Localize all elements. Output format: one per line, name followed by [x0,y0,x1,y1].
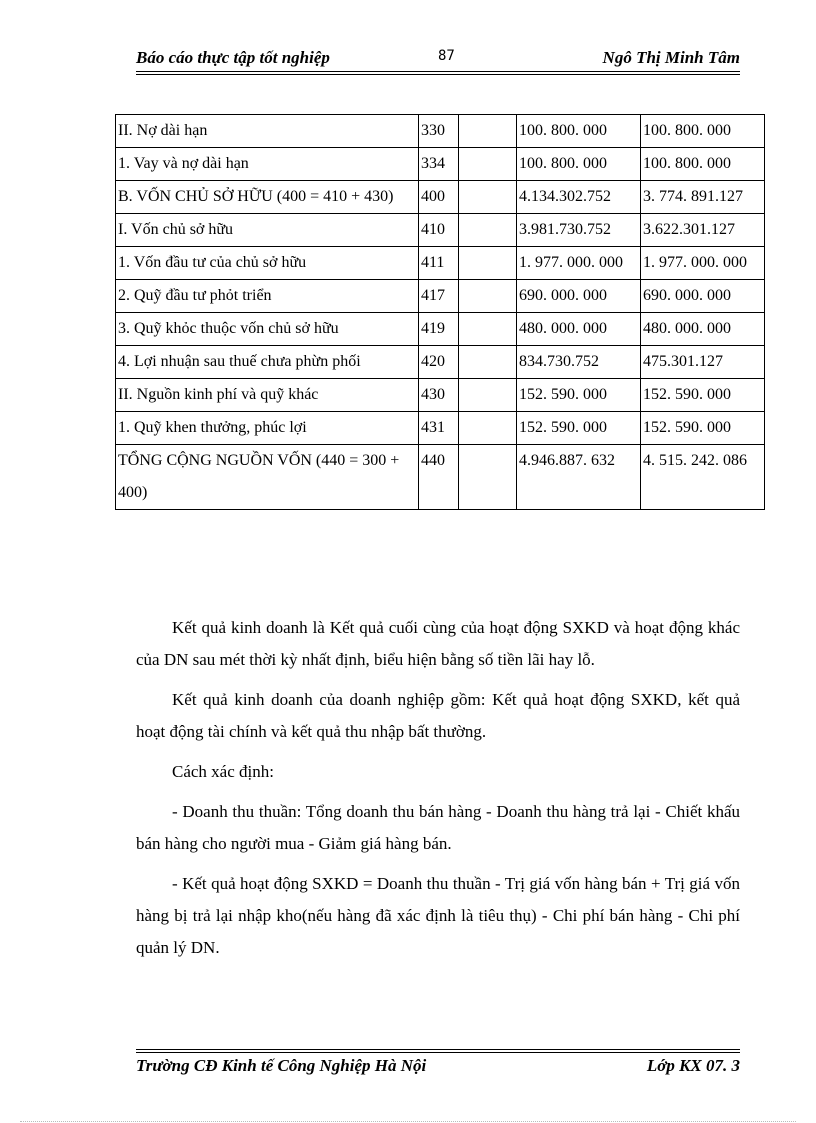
note-cell [459,346,517,379]
end-value-cell: 1. 977. 000. 000 [517,247,641,280]
end-value-cell: 480. 000. 000 [517,313,641,346]
table-row [116,115,765,148]
paragraph: - Doanh thu thuần: Tổng doanh thu bán hàng - Doanh thu hàng trả lại - Chiết khấu bán hàng cho người mua - Giảm giá hàng bán. [136,802,740,853]
header-report-title: Báo cáo thực tập tốt nghiệp [136,48,330,67]
code-cell: 417 [419,280,459,313]
begin-value-cell: 690. 000. 000 [641,280,765,313]
paragraph: - Kết quả hoạt động SXKD = Doanh thu thuần - Trị giá vốn hàng bán + Trị giá vốn hàng bị trả lại nhập kho(nếu hàng đã xác định là tiêu thụ) - Chi phí bán hàng - Chi phí quản lý DN. [136,874,740,957]
table-row [116,214,765,247]
page-footer [136,1056,740,1078]
table-row [116,247,765,280]
header-rule-bottom [136,74,740,75]
code-cell: 440 [419,445,459,510]
begin-value-cell: 480. 000. 000 [641,313,765,346]
paragraph: Kết quả kinh doanh của doanh nghiệp gồm: Kết quả hoạt động SXKD, kết quả hoạt động tài chính và kết quả thu nhập bất thường. [136,690,740,741]
code-cell: 411 [419,247,459,280]
begin-value-cell: 3.622.301.127 [641,214,765,247]
item-cell: 4. Lợi nhuận sau thuế chưa phừn phối [116,346,419,379]
table-row [116,313,765,346]
begin-value-cell: 475.301.127 [641,346,765,379]
note-cell [459,313,517,346]
note-cell [459,280,517,313]
code-cell: 430 [419,379,459,412]
end-value-cell: 100. 800. 000 [517,148,641,181]
end-value-cell: 4.946.887. 632 [517,445,641,510]
header-author: Ngô Thị Minh Tâm [602,48,740,67]
note-cell [459,115,517,148]
note-cell [459,214,517,247]
footer-rule-bottom [136,1052,740,1053]
code-cell: 419 [419,313,459,346]
balance-sheet-table [115,114,765,510]
code-cell: 330 [419,115,459,148]
end-value-cell: 152. 590. 000 [517,379,641,412]
item-cell: 1. Vốn đầu tư của chủ sở hữu [116,247,419,280]
begin-value-cell: 3. 774. 891.127 [641,181,765,214]
note-cell [459,379,517,412]
code-cell: 334 [419,148,459,181]
paragraph: Cách xác định: [172,762,274,781]
end-value-cell: 100. 800. 000 [517,115,641,148]
body-text [136,612,740,972]
item-cell: II. Nguồn kinh phí và quỹ khác [116,379,419,412]
note-cell [459,247,517,280]
item-cell: 1. Vay và nợ dài hạn [116,148,419,181]
note-cell [459,412,517,445]
begin-value-cell: 152. 590. 000 [641,412,765,445]
note-cell [459,445,517,510]
page-header [136,48,740,70]
table-row [116,280,765,313]
item-cell: II. Nợ dài hạn [116,115,419,148]
end-value-cell: 4.134.302.752 [517,181,641,214]
end-value-cell: 690. 000. 000 [517,280,641,313]
footer-class: Lớp KX 07. 3 [646,1056,740,1075]
end-value-cell: 3.981.730.752 [517,214,641,247]
begin-value-cell: 100. 800. 000 [641,148,765,181]
end-value-cell: 834.730.752 [517,346,641,379]
note-cell [459,148,517,181]
item-cell: B. VỐN CHỦ SỞ HỮU (400 = 410 + 430) [116,181,419,214]
table-row [116,412,765,445]
code-cell: 400 [419,181,459,214]
page-number: 87 [438,48,455,64]
table-row [116,346,765,379]
begin-value-cell: 152. 590. 000 [641,379,765,412]
item-cell: 1. Quỹ khen thưởng, phúc lợi [116,412,419,445]
item-cell: 2. Quỹ đầu tư phỏt triển [116,280,419,313]
item-cell: 3. Quỹ khỏc thuộc vốn chủ sở hữu [116,313,419,346]
code-cell: 420 [419,346,459,379]
page-edge-divider [20,1121,796,1122]
item-cell: I. Vốn chủ sở hữu [116,214,419,247]
table-row [116,379,765,412]
footer-school: Trường CĐ Kinh tế Công Nghiệp Hà Nội [136,1056,427,1075]
end-value-cell: 152. 590. 000 [517,412,641,445]
begin-value-cell: 4. 515. 242. 086 [641,445,765,510]
item-cell: TỔNG CỘNG NGUỒN VỐN (440 = 300 + 400) [116,445,419,510]
paragraph: Kết quả kinh doanh là Kết quả cuối cùng của hoạt động SXKD và hoạt động khác của DN sau mét thời kỳ nhất định, biểu hiện bằng số tiền lãi hay lỗ. [136,618,740,669]
header-rule-top [136,71,740,72]
code-cell: 410 [419,214,459,247]
code-cell: 431 [419,412,459,445]
footer-rule-top [136,1049,740,1050]
begin-value-cell: 100. 800. 000 [641,115,765,148]
table-row [116,148,765,181]
note-cell [459,181,517,214]
table-row [116,181,765,214]
table-row [116,445,765,510]
begin-value-cell: 1. 977. 000. 000 [641,247,765,280]
